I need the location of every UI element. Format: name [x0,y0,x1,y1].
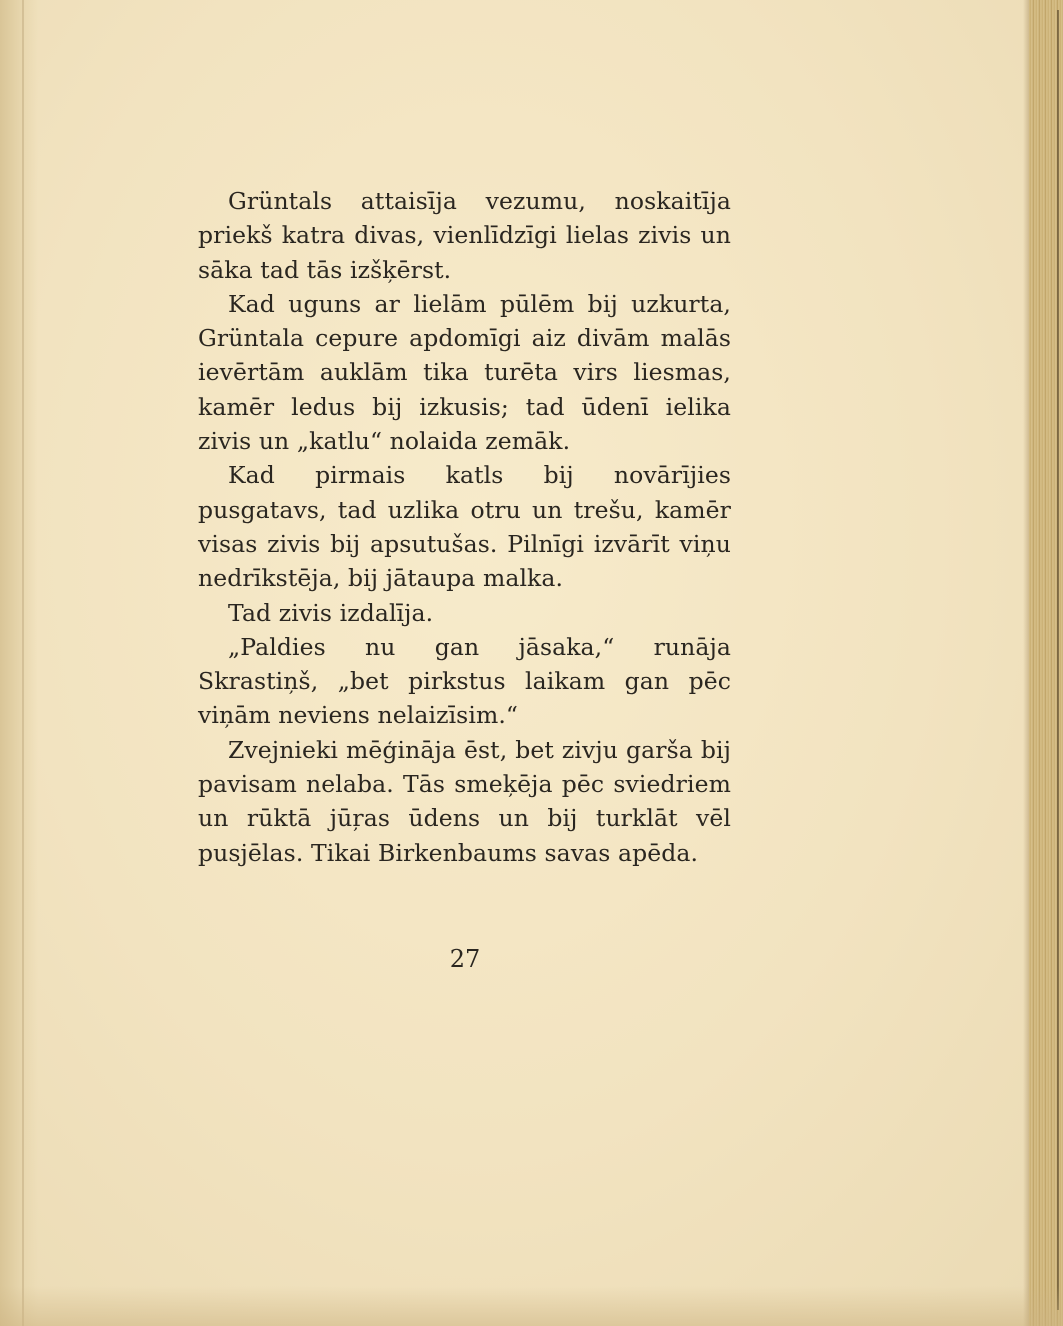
paragraph: Zvejnieki mēģināja ēst, bet zivju garša bij pavisam nelaba. Tās smeķēja pēc sviedriem un rūktā jūŗas ūdens un bij turklāt vēl pusjēlas. Tikai Birkenbaums savas apēda. [198,735,731,867]
paragraph: Grüntals attaisīja vezumu, noskaitīja priekš katra divas, vienlīdzīgi lielas zivis un sāka tad tās izšķērst. [198,187,731,284]
page-number: 27 [449,945,481,973]
paragraph: Kad uguns ar lielām pūlēm bij uzkurta, Grüntala cepure apdomīgi aiz divām malās ievērtām auklām tika turēta virs liesmas, kamēr ledus bij izkusis; tad ūdenī ielika zivis un „katlu“ nolaida zemāk. [198,289,731,456]
gutter-fold-line [22,0,24,1326]
page-bottom-shadow [0,1286,1063,1326]
paragraph: Kad pirmais katls bij novārījies pusgatavs, tad uzlika otru un trešu, kamēr visas zivis bij apsutušas. Pilnīgi izvārīt viņu nedrīkstēja, bij jātaupa malka. [198,461,731,593]
body-text [198,184,731,870]
page-edges [1029,0,1063,1326]
page-gutter [0,0,38,1326]
paragraph: Tad zivis izdalīja. [228,598,434,627]
paragraph: „Paldies nu gan jāsaka,“ runāja Skrastiņš, „bet pirkstus laikam gan pēc viņām neviens nelaizīsim.“ [198,632,731,730]
